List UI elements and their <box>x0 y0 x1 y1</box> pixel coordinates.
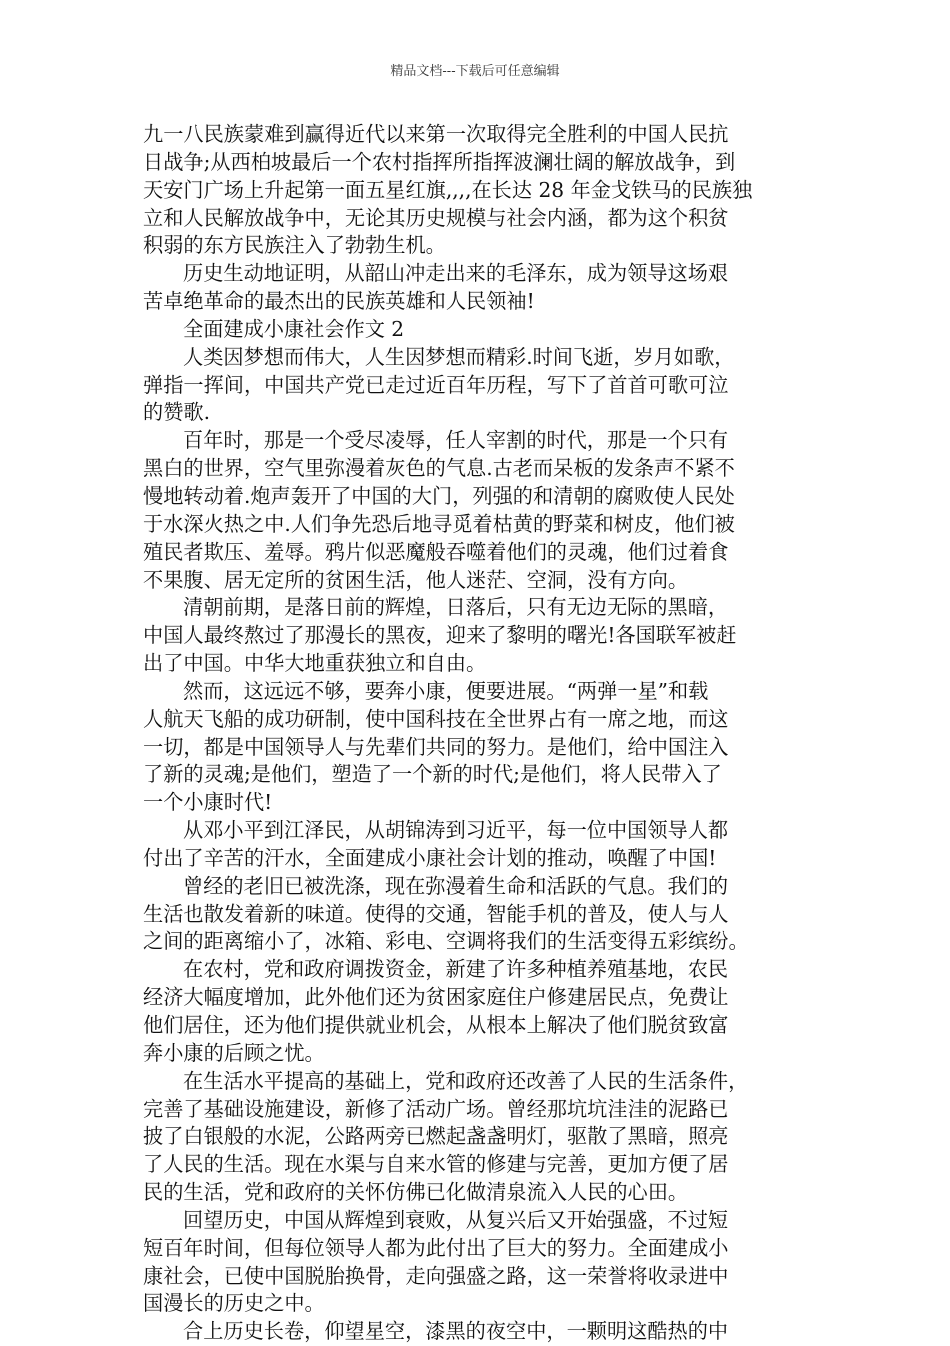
text-line: 回望历史，中国从辉煌到衰败，从复兴后又开始强盛，不过短 <box>183 1207 729 1232</box>
text-line: 付出了辛苦的汗水，全面建成小康社会计划的推动，唤醒了中国! <box>143 845 717 870</box>
text-line: 一个小康时代! <box>143 790 273 815</box>
text-line: 出了中国。中华大地重获独立和自由。 <box>143 651 487 676</box>
text-line: 九一八民族蒙难到赢得近代以来第一次取得完全胜利的中国人民抗 <box>143 122 729 146</box>
text-line: 不果腹、居无定所的贫困生活，他人迷茫、空洞，没有方向。 <box>143 567 689 592</box>
text-line: 奔小康的后顾之忧。 <box>143 1040 325 1065</box>
text-line: 完善了基础设施建设，新修了活动广场。曾经那坑坑洼洼的泥路已 <box>143 1096 729 1121</box>
text-line: 百年时，那是一个受尽凌辱，任人宰割的时代，那是一个只有 <box>183 428 729 453</box>
text-line: 合上历史长卷，仰望星空，漆黑的夜空中，一颗明这酷热的中 <box>183 1319 729 1344</box>
text-line: 人类因梦想而伟大，人生因梦想而精彩.时间飞逝，岁月如歌， <box>183 344 735 369</box>
text-line: 在生活水平提高的基础上，党和政府还改善了人民的生活条件， <box>183 1068 749 1093</box>
text-line: 苦卓绝革命的最杰出的民族英雄和人民领袖! <box>143 289 535 314</box>
text-line: 慢地转动着.炮声轰开了中国的大门，列强的和清朝的腐败使人民处 <box>143 483 735 508</box>
text-line: 历史生动地证明，从韶山冲走出来的毛泽东，成为领导这场艰 <box>183 261 729 286</box>
text-line: 了新的灵魂;是他们，塑造了一个新的时代;是他们，将人民带入了 <box>143 762 722 787</box>
text-line: 全面建成小康社会作文 2 <box>183 316 405 341</box>
text-line: 中国人最终熬过了那漫长的黑夜，迎来了黎明的曙光!各国联军被赶 <box>143 623 737 648</box>
text-line: 在农村，党和政府调拨资金，新建了许多种植养殖基地，农民 <box>183 957 729 982</box>
text-line: 人航天飞船的成功研制，使中国科技在全世界占有一席之地，而这 <box>143 706 729 731</box>
text-line: 曾经的老旧已被洗涤，现在弥漫着生命和活跃的气息。我们的 <box>183 873 729 898</box>
text-line: 清朝前期，是落日前的辉煌，日落后，只有无边无际的黑暗， <box>183 595 729 620</box>
text-line: 之间的距离缩小了，冰箱、彩电、空调将我们的生活变得五彩缤纷。 <box>143 929 749 954</box>
text-line: 披了白银般的水泥，公路两旁已燃起盏盏明灯，驱散了黑暗，照亮 <box>143 1124 729 1149</box>
text-line: 于水深火热之中.人们争先恐后地寻觅着枯黄的野菜和树皮，他们被 <box>143 511 735 536</box>
text-line: 日战争;从西柏坡最后一个农村指挥所指挥波澜壮阔的解放战争，到 <box>143 149 736 174</box>
text-line: 民的生活，党和政府的关怀仿佛已化做清泉流入人民的心田。 <box>143 1180 689 1205</box>
text-line: 弹指一挥间，中国共产党已走过近百年历程，写下了首首可歌可泣 <box>143 372 729 397</box>
text-line: 康社会，已使中国脱胎换骨，走向强盛之路，这一荣誉将收录进中 <box>143 1263 729 1288</box>
page-header: 精品文档---下载后可任意编辑 <box>390 64 560 79</box>
text-line: 从邓小平到江泽民，从胡锦涛到习近平，每一位中国领导人都 <box>183 818 729 843</box>
text-line: 黑白的世界，空气里弥漫着灰色的气息.古老而呆板的发条声不紧不 <box>143 456 735 481</box>
text-line: 短百年时间，但每位领导人都为此付出了巨大的努力。全面建成小 <box>143 1235 729 1260</box>
text-line: 经济大幅度增加，此外他们还为贫困家庭住户修建居民点，免费让 <box>143 985 729 1010</box>
text-line: 的赞歌. <box>143 400 210 425</box>
text-line: 立和人民解放战争中，无论其历史规模与社会内涵，都为这个积贫 <box>143 205 729 230</box>
text-line: 了人民的生活。现在水渠与自来水管的修建与完善，更加方便了居 <box>143 1152 729 1177</box>
text-line: 殖民者欺压、羞辱。鸦片似恶魔般吞噬着他们的灵魂，他们过着食 <box>143 539 729 564</box>
document-body <box>143 121 815 1346</box>
text-line: 然而，这远远不够，要奔小康，便要进展。“两弹一星”和载 <box>183 678 709 703</box>
text-line: 生活也散发着新的味道。使得的交通，智能手机的普及，使人与人 <box>143 901 729 926</box>
text-line: 他们居住，还为他们提供就业机会，从根本上解决了他们脱贫致富 <box>143 1013 729 1037</box>
text-line: 天安门广场上升起第一面五星红旗,,,,在长达 28 年金戈铁马的民族独 <box>143 177 753 202</box>
text-line: 一切，都是中国领导人与先辈们共同的努力。是他们，给中国注入 <box>143 734 729 759</box>
text-line: 积弱的东方民族注入了勃勃生机。 <box>143 233 446 258</box>
text-line: 国漫长的历史之中。 <box>143 1291 325 1316</box>
